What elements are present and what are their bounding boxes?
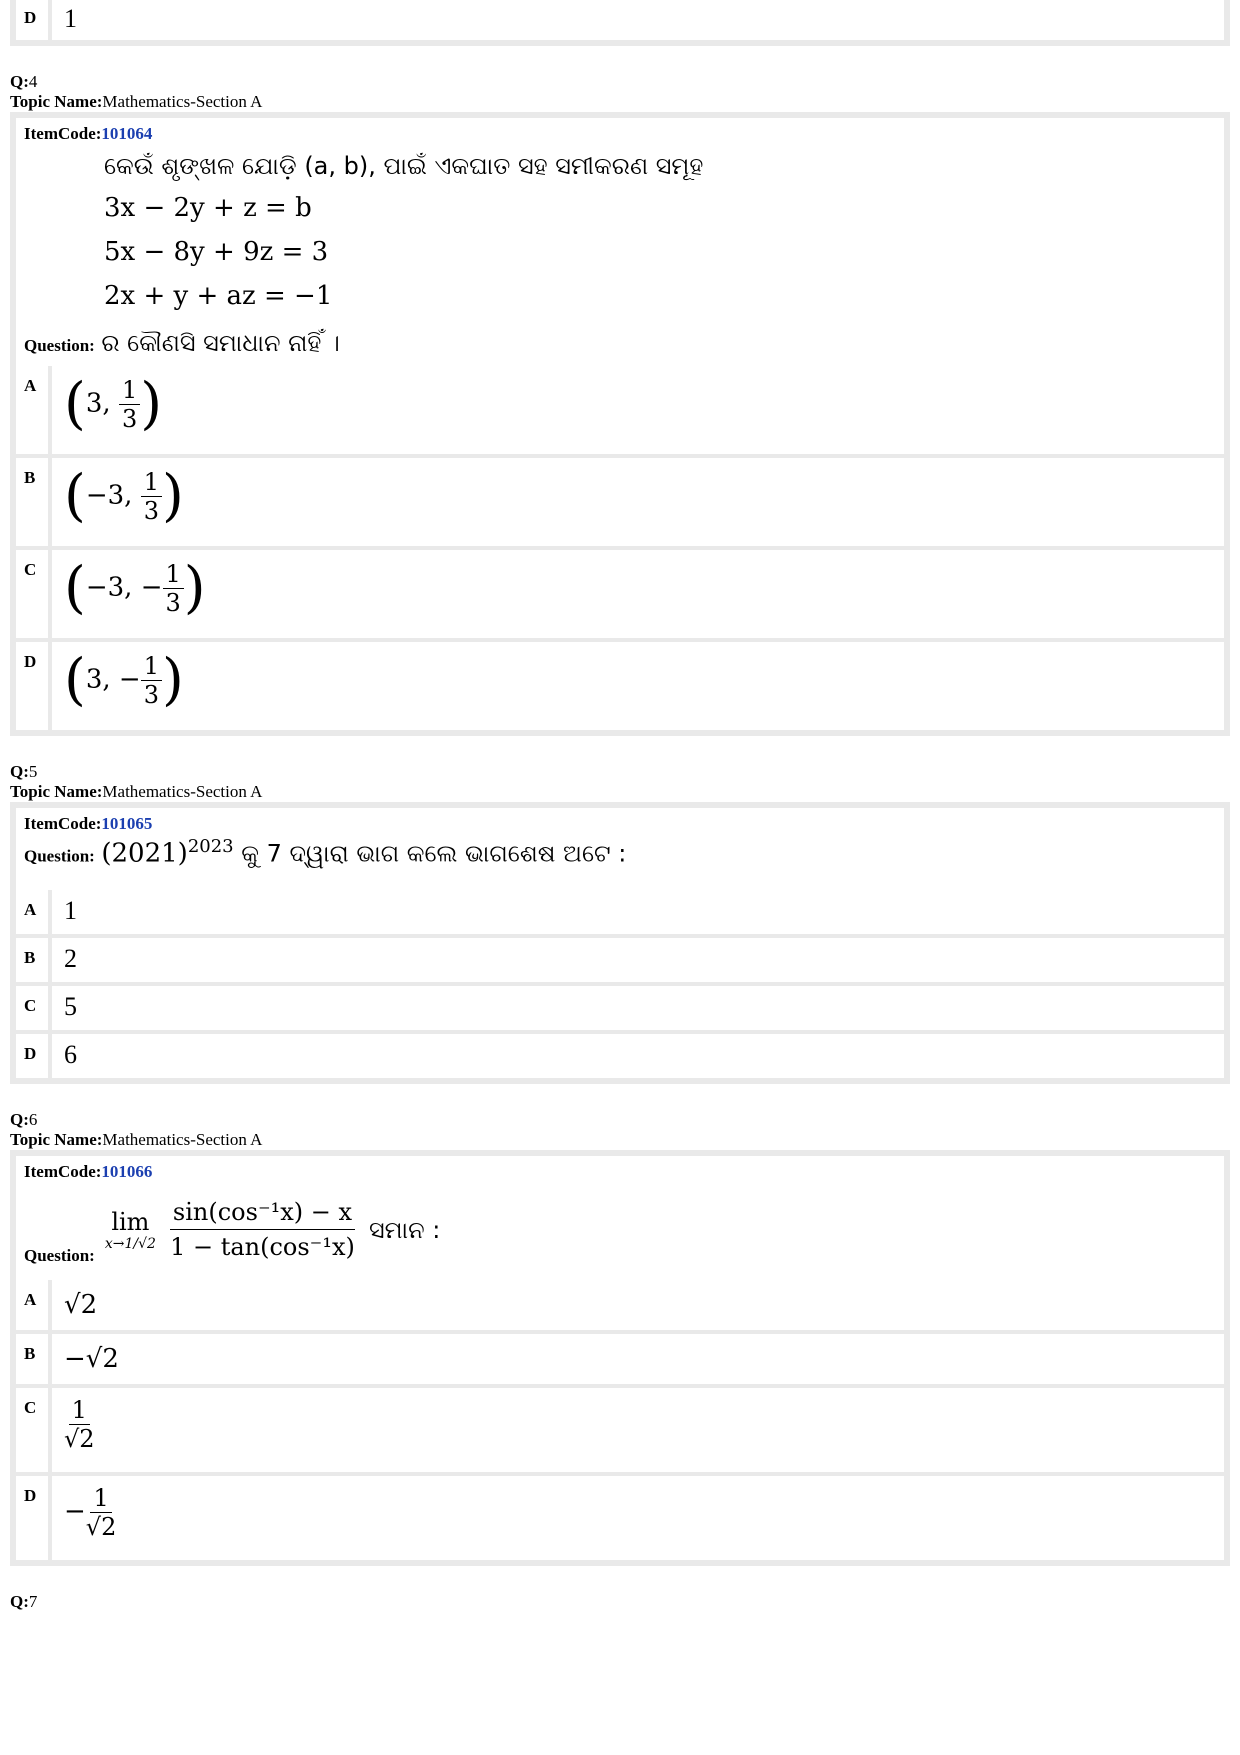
q-label: Q: [10,762,29,781]
topic-label: Topic Name: [10,1130,103,1149]
question-header-7 [10,1592,1230,1612]
question-label: Question: [24,1246,95,1265]
itemcode: ItemCode:101066 [24,1162,153,1181]
option-value: (−3, − $\frac{1}{3}$ ) [64,555,206,621]
lim-subscript: x→1/√2 [104,1235,156,1252]
q-number: 7 [28,1592,38,1611]
question-card-5 [10,802,1230,1084]
option-value: 5 [64,992,77,1021]
option-label: B [16,938,52,982]
question-label: Question: [24,846,95,866]
itemcode: ItemCode:101064 [24,124,153,143]
option-row[interactable] [16,934,1224,982]
question-header-6 [10,1110,1230,1150]
option-label: A [16,890,52,934]
question-base: (2021) [101,838,188,869]
question-header-5 [10,762,1230,802]
question-intro: କେଉଁ ଶୃଙ୍ଖଳ ଯୋଡ଼ି (a, b), ପାଇଁ ଏକଘାତ ସହ ସମୀକରଣ ସମୂହ [104,152,704,180]
option-row[interactable] [16,982,1224,1030]
q-label: Q: [10,1592,29,1611]
question-text: କୁ 7 ଦ୍ୱାରା ଭାଗ କଲେ ଭାଗଶେଷ ଅଟେ : [233,839,627,868]
option-value: 2 [64,944,77,973]
limit-expression [105,1195,441,1264]
option-row[interactable] [16,1030,1224,1078]
question-label: Question: [24,336,95,355]
fraction-denominator: 1 − tan(cos⁻¹x) [170,1233,355,1261]
option-label: B [16,458,52,546]
option-value: (−3, $\frac{1}{3}$ ) [64,463,184,529]
option-value: (3, − $\frac{1}{3}$ ) [64,647,184,713]
question-exponent: 2023 [187,836,234,857]
option-label: C [16,1388,52,1472]
option-value: 1 [64,4,77,33]
question-body [16,834,1224,890]
option-label: B [16,1334,52,1384]
option-row[interactable] [16,1472,1224,1560]
option-row[interactable] [16,638,1224,730]
topic-label: Topic Name: [10,92,103,111]
option-row[interactable] [16,546,1224,638]
option-value: 1 [64,896,77,925]
option-label: C [16,986,52,1030]
equation-3: 2x + y + az = −1 [104,281,333,311]
option-row[interactable] [16,1280,1224,1330]
question-header-4 [10,72,1230,112]
question-body [16,1182,1224,1280]
option-value: −√2 [64,1344,119,1374]
prev-options-card [10,0,1230,46]
itemcode-number: 101064 [101,124,153,143]
option-value: √2 [64,1290,98,1320]
question-text: ସମାନ : [369,1215,441,1244]
option-value: $\frac{1}{√2}$ [64,1396,95,1453]
topic-label: Topic Name: [10,782,103,801]
option-label: D [16,642,52,730]
options-list [16,890,1224,1078]
option-row[interactable] [16,1330,1224,1384]
option-label: D [16,1476,52,1560]
fraction-numerator: sin(cos⁻¹x) − x [170,1195,355,1230]
option-label: C [16,550,52,638]
q-number: 4 [28,72,38,91]
q-label: Q: [10,72,29,91]
option-value: − $\frac{1}{√2}$ [64,1484,117,1541]
limit-fraction [170,1195,355,1264]
topic-name: Mathematics-Section A [102,92,263,111]
question-tail: ର କୌଣସି ସମାଧାନ ନାହିଁ । [101,329,340,357]
option-label: D [16,1034,52,1078]
option-label: D [16,0,52,40]
topic-name: Mathematics-Section A [102,782,263,801]
itemcode-number: 101065 [101,814,153,833]
option-value: (3, $\frac{1}{3}$ ) [64,371,163,437]
topic-name: Mathematics-Section A [102,1130,263,1149]
itemcode-number: 101066 [101,1162,153,1181]
option-label: A [16,366,52,454]
question-card-6 [10,1150,1230,1566]
equation-1: 3x − 2y + z = b [104,193,312,223]
q-number: 6 [28,1110,38,1129]
q-number: 5 [28,762,38,781]
lim-symbol: lim [111,1207,150,1236]
option-row[interactable] [16,1384,1224,1472]
q-label: Q: [10,1110,29,1129]
question-body [16,144,1224,366]
options-list [16,366,1224,730]
options-list [16,1280,1224,1560]
question-card-4 [10,112,1230,736]
itemcode: ItemCode:101065 [24,814,153,833]
option-label: A [16,1280,52,1330]
option-row[interactable] [16,0,1224,40]
option-row[interactable] [16,366,1224,454]
option-row[interactable] [16,454,1224,546]
equation-2: 5x − 8y + 9z = 3 [104,237,329,267]
option-row[interactable] [16,890,1224,934]
option-value: 6 [64,1040,77,1069]
